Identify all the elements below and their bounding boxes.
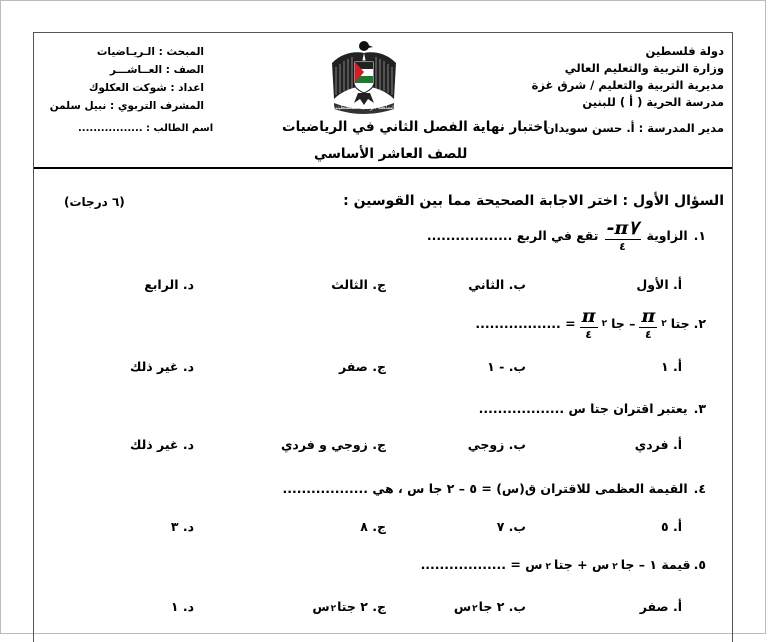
question1-title: السؤال الأول : اختر الاجابة الصحيحة مما بين القوسين : — [343, 193, 724, 209]
question-item-4 — [283, 481, 706, 496]
pi-fraction-1 — [639, 307, 657, 340]
option-d[interactable]: د. غير ذلك — [129, 359, 194, 374]
header-right — [532, 43, 724, 111]
fraction-numerator: π٧- — [606, 217, 639, 239]
fraction-numerator: π — [641, 305, 656, 327]
fraction-denominator: ٤ — [644, 328, 652, 341]
option-c[interactable]: ج. الثالث — [331, 277, 386, 292]
question-item-2 — [475, 307, 706, 340]
option-d[interactable]: د. ١ — [170, 599, 194, 614]
question-item-3 — [479, 401, 706, 416]
item-text: قيمة ١ – جا — [620, 557, 691, 572]
item-exponent: ٢ — [661, 318, 667, 329]
item-number: ٥. — [693, 557, 706, 572]
item-text: القيمة العظمى للاقتران ق(س) = ٥ – ٢ جا س ، هي .................. — [282, 481, 688, 496]
student-name-field: اسم الطالب : ................. — [78, 123, 214, 134]
item-exponent: ٢ — [545, 562, 551, 572]
header-subject: المبحث : الـريـاضيات — [96, 46, 204, 58]
option-tail: س — [312, 599, 330, 614]
item-prefix: جتا — [670, 316, 690, 331]
option-d[interactable]: د. ٣ — [170, 519, 194, 534]
option-c[interactable]: ج. صفر — [339, 359, 386, 374]
item-text-after: تقع في الربع .................. — [426, 228, 599, 243]
option-exponent: ٢ — [330, 604, 337, 614]
header-grade: الصف : العــاشـــر — [109, 64, 204, 76]
option-text: ب. ٢ جا — [478, 599, 526, 614]
option-tail: س — [453, 599, 472, 614]
option-c[interactable]: ج. ٨ — [360, 519, 386, 534]
header-principal: مدير المدرسة : أ. حسن سويدان — [544, 121, 724, 135]
header-prepared-by: اعداد : شوكت العكلوك — [88, 82, 204, 94]
item-number: ٢. — [693, 316, 706, 331]
header-country: دولة فلسطين — [645, 44, 724, 58]
question-item-5 — [421, 557, 706, 572]
item-text: الزاوية — [646, 228, 688, 243]
item-suffix: = .................. — [475, 316, 576, 331]
fraction-denominator: ٤ — [585, 328, 592, 341]
item-text-mid: س + جتا — [553, 557, 610, 572]
header-directorate: مديرية التربية والتعليم / شرق غزة — [531, 78, 724, 92]
item-exponent: ٢ — [601, 318, 608, 329]
option-b[interactable]: ب. الثاني — [468, 277, 526, 292]
question1-marks: (٦ درجات) — [64, 195, 125, 209]
emblem-caption: السلطة الوطنية الفلسطينية — [332, 105, 396, 111]
option-a[interactable]: أ. ١ — [660, 359, 682, 374]
option-c[interactable]: ج. زوجي و فردي — [280, 437, 386, 452]
option-b[interactable]: ب. ٧ — [496, 519, 526, 534]
fraction-denominator: ٤ — [619, 240, 626, 253]
option-a[interactable]: أ. صفر — [639, 599, 682, 614]
option-c[interactable] — [312, 599, 386, 614]
exam-subtitle: للصف العاشر الأساسي — [314, 146, 468, 162]
option-b[interactable] — [454, 599, 526, 614]
item-middle: – جا — [611, 316, 636, 331]
fraction-numerator: π — [581, 305, 596, 327]
option-text: ج. ٢ جتا — [337, 599, 386, 614]
exam-title: اختبار نهاية الفصل الثاني في الرياضيات — [282, 119, 548, 135]
item-number: ٣. — [693, 401, 706, 416]
pi-fraction-2 — [580, 307, 598, 340]
option-b[interactable]: ب. زوجي — [467, 437, 526, 452]
header-ministry: وزارة التربية والتعليم العالي — [564, 61, 724, 75]
header-left — [49, 43, 204, 115]
option-b[interactable]: ب. - ١ — [487, 359, 526, 374]
option-a[interactable]: أ. ٥ — [660, 519, 682, 534]
item-text: يعتبر اقتران جتا س .................. — [478, 401, 688, 416]
exam-page — [33, 32, 733, 642]
option-a[interactable]: أ. فردي — [634, 437, 682, 452]
option-a[interactable]: أ. الأول — [636, 277, 682, 292]
item-text-end: س = .................. — [420, 557, 543, 572]
angle-fraction — [605, 219, 641, 252]
item-number: ١. — [693, 228, 706, 243]
option-exponent: ٢ — [472, 604, 478, 614]
item-exponent: ٢ — [612, 562, 618, 572]
option-d[interactable]: د. غير ذلك — [129, 437, 194, 452]
header-supervisor: المشرف التربوي : نبيل سلمن — [49, 100, 204, 112]
question-item-1 — [427, 219, 706, 252]
item-number: ٤. — [693, 481, 706, 496]
header-school: مدرسة الحرية ( أ ) للبنين — [582, 95, 724, 109]
option-d[interactable]: د. الرابع — [144, 277, 194, 292]
header-divider — [34, 167, 732, 169]
